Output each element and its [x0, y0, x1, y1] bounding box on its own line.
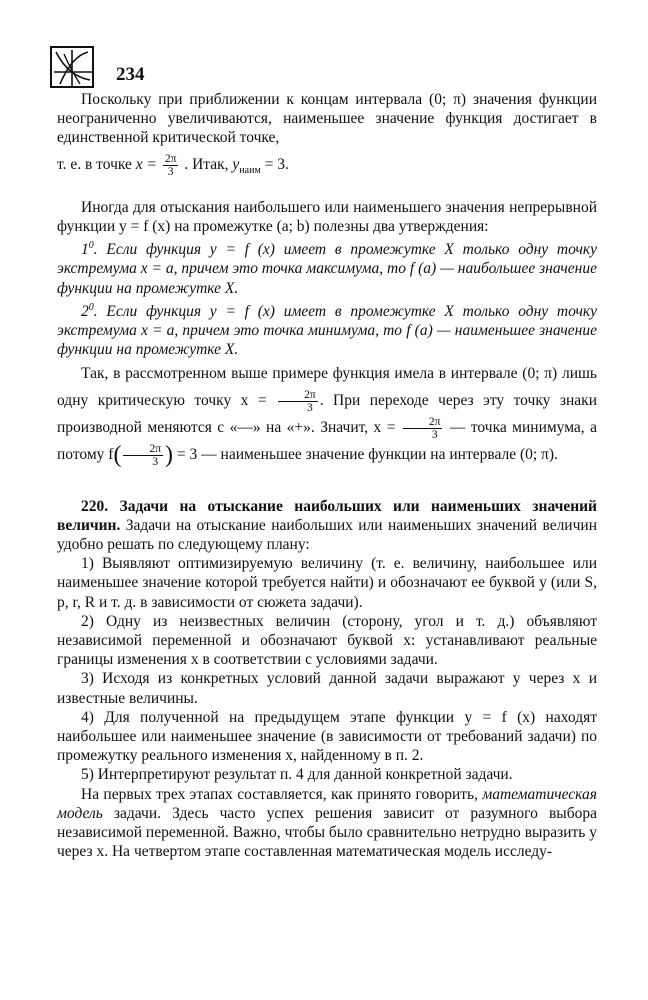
fraction-den: 3 [431, 428, 438, 441]
paragraph-last [57, 785, 597, 862]
step-4: 4) Для полученной на предыдущем этапе функции y = f (x) находят наибольшее или наименьшее значение (в зависимости от требований задачи) по промежутку реального изменения x, найденному в п. 2. [57, 708, 597, 765]
fraction-num: 2π [278, 389, 318, 402]
statement-text: . Если функция y = f (x) имеет в промежутке X только одну точку экстремума x = a, причем это точка максимума, то f (a) — наибольшее значение функции на промежутке X. [57, 241, 597, 297]
superscript: 0 [88, 240, 94, 252]
text: т. е. в точке [57, 155, 136, 173]
fraction [163, 153, 179, 178]
step-5: 5) Интерпретируют результат п. 4 для данной конкретной задачи. [81, 766, 513, 784]
page-body [57, 90, 597, 861]
fraction [278, 389, 318, 414]
math-y: y [232, 155, 240, 173]
paragraph-2: Иногда для отыскания наибольшего или наименьшего значения непрерывной функции y = f (x) на промежутке (a; b) полезны два утверждения: [57, 198, 597, 235]
text: = 3 — наименьшее значение функции на интервале (0; π). [173, 445, 558, 463]
text: Значит, x = [320, 418, 401, 436]
text: Так, в рассмотренном выше примере функция имела в интервале (0; π) лишь одну критическую точку x = [57, 364, 597, 409]
section-220 [57, 497, 597, 555]
statement-number: 1 [81, 241, 89, 259]
step-1: 1) Выявляют оптимизируемую величину (т. е. величину, наибольшее или наименьшее значение которой требуется найти) и обозначают ее буквой y (или S, p, r, R и т. д. в зависимости от сюжета задачи). [57, 555, 597, 611]
page-number: 234 [116, 64, 145, 85]
section-text: Задачи на отыскание наибольших или наименьших значений величин удобно решать по следующему плану: [57, 516, 597, 553]
section-number: 220. [81, 497, 109, 515]
paragraph-3: Так, в рассмотренном выше примере функция имела в интервале (0; π) лишь одну критическую точку x = $\frac{2\pi}{3}$ . При переходе через эту точку знаки производной меняются с «—» на «+». Значит, x = $\frac{2\pi}{3}$ — точка минимума, а потому f( $\frac{2\pi}{3}$ ) = 3 — наименьшее значение функции на интервале (0; π). [57, 364, 598, 468]
fraction [403, 416, 443, 441]
fraction-num: 2π [123, 443, 163, 456]
fraction-den: 3 [307, 401, 313, 414]
text: . При переходе через эту точку знаки производной меняются с «—» на «+». [57, 391, 597, 436]
fraction-den: 3 [167, 165, 174, 178]
superscript: 0 [88, 301, 94, 313]
step-2: 2) Одну из неизвестных величин (сторону, угол и т. д.) объявляют независимой переменной и обозначают буквой x: устанавливают реальные границы изменения x в соответствии с условиями задачи. [57, 612, 597, 669]
text: На первых трех этапах составляется, как принято говорить, [81, 785, 483, 803]
step-3: 3) Исходя из конкретных условий данной задачи выражают y через x и известные величины. [57, 670, 597, 707]
paragraph-1-line [57, 148, 597, 188]
text: задачи. Здесь часто успех решения зависит от разумного выбора независимой переменной. Важно, чтобы было сравнительно нетрудно выразить y через x. На четвертом этапе составленная математическая модель исследу- [57, 804, 597, 861]
fraction-num: 2π [403, 416, 443, 429]
paragraph-1-text: Поскольку при приближении к концам интервала (0; π) значения функции неограниченно увеличиваются, наименьшее значение функция достигает в единственной критической точке, [57, 91, 597, 147]
text: . Итак, [180, 155, 233, 173]
text: — точка минимума, а потому f [57, 418, 598, 463]
statement-text: . Если функция y = f (x) имеет в промежутке X только одну точку экстремума x = a, причем это точка минимума, то f (a) — наименьшее значение функции на промежутке X. [57, 303, 597, 359]
fraction-num: 2π [164, 152, 177, 165]
fraction [123, 443, 163, 468]
statement-1 [57, 236, 597, 298]
subscript: наим [239, 164, 261, 176]
paragraph-1 [57, 90, 597, 148]
statement-2 [57, 298, 597, 360]
fraction-den: 3 [152, 455, 159, 468]
statement-number: 2 [81, 303, 89, 321]
math-x: x = [135, 155, 161, 173]
text: = 3. [260, 155, 289, 173]
emphasis: математическая модель [57, 785, 597, 822]
function-graph-icon [50, 46, 102, 90]
section-title: Задачи на отыскание наибольших или наименьших значений величин. [57, 497, 597, 534]
